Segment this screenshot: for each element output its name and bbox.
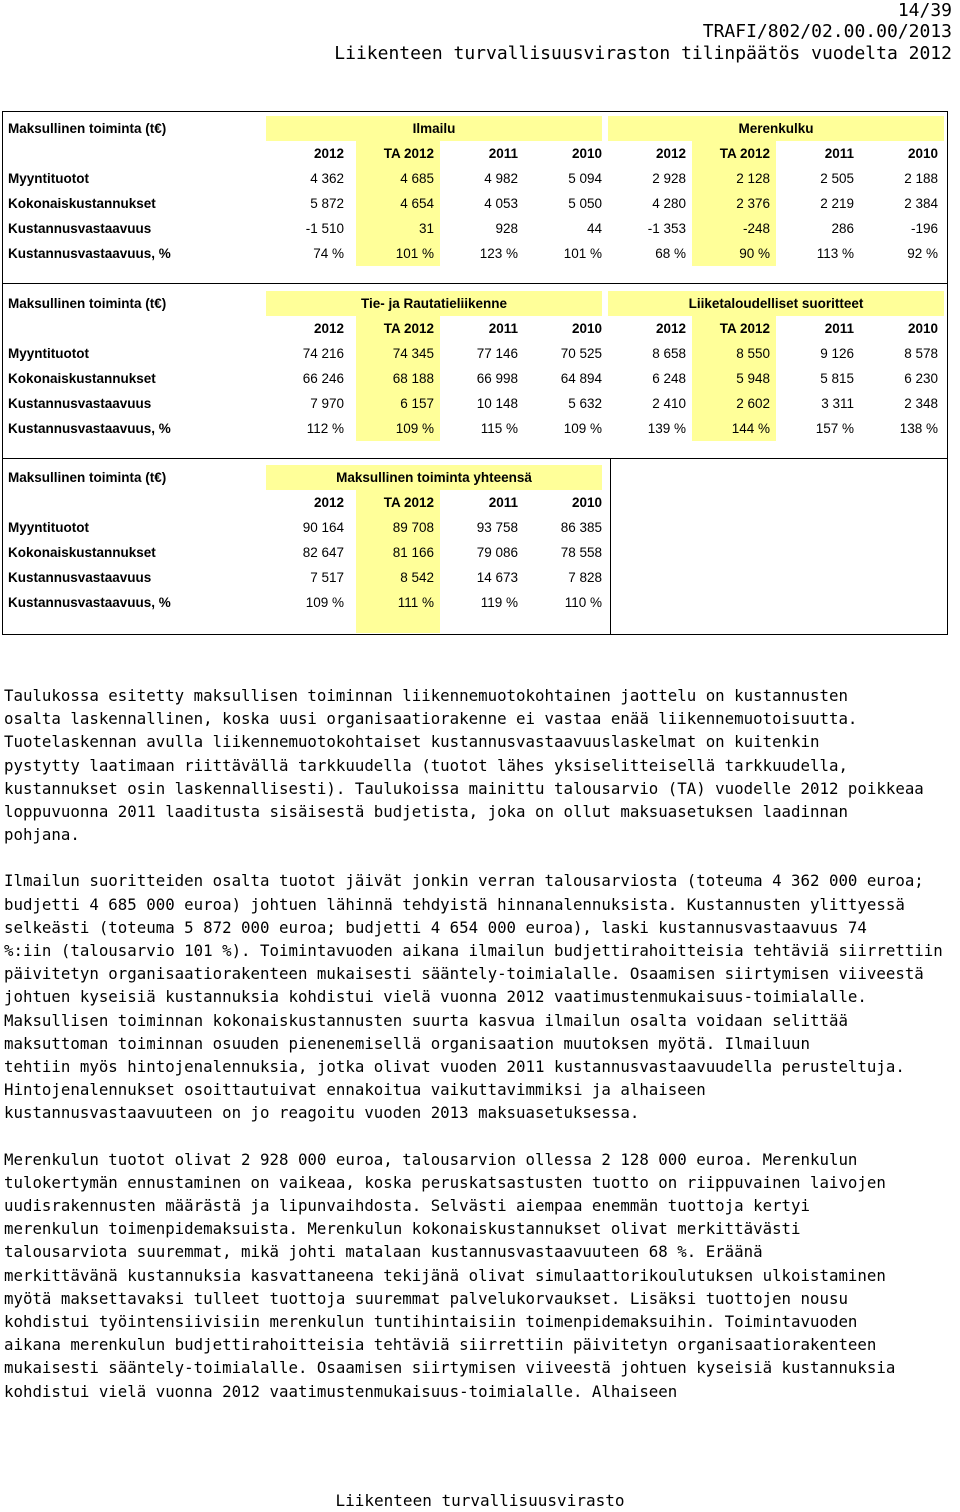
year-header: TA 2012 (383, 146, 434, 161)
table-cell: 68 188 (392, 371, 434, 386)
text-line: merkittävänä kustannuksia kasvattaneena tekijänä olivat simulaattorikoulutuksen ulkoistaminen (4, 1265, 886, 1285)
table-cell: 8 658 (652, 346, 686, 361)
table-cell: 3 311 (821, 396, 854, 411)
text-line: budjetti 4 685 000 euroa) johtuen lähinnä tehdyistä hinnanalennuksista. Kustannusten ylittyessä (4, 894, 905, 914)
table-cell: 7 517 (310, 570, 344, 585)
table-cell: 77 146 (476, 346, 518, 361)
table-cell: 92 % (907, 246, 938, 261)
table-row (2, 391, 948, 416)
divider (3, 458, 947, 459)
text-line: kohdistui työintensiivisiin merenkulun tuntihintaisiin toimenpidemaksuihin. Toimintavuoden (4, 1312, 858, 1332)
table-cell: 928 (495, 221, 518, 236)
row-label: Kustannusvastaavuus (8, 570, 152, 585)
text-line: kustannusvastaavuuteen on jo reagoitu vuoden 2013 maksuasetuksessa. (4, 1103, 640, 1123)
table-row (2, 166, 948, 191)
table-cell: 109 % (395, 421, 434, 436)
text-line: päivitetyn organisaatiorakenteen mukaisesti sääntely-toimialalle. Osaamisen siirtymisen viiveestä (4, 964, 924, 984)
group-header: Liiketaloudelliset suoritteet (608, 291, 944, 316)
table-row (2, 540, 948, 565)
table-cell: 2 188 (904, 171, 938, 186)
table-cell: 144 % (731, 421, 770, 436)
row-label: Kustannusvastaavuus, % (8, 595, 171, 610)
paragraph (4, 869, 958, 1124)
text-line: loppuvuonna 2011 laaditusta sisäisestä budjetista, joka on ollut maksuasetuksen laadinnan (4, 802, 848, 822)
table-cell: -1 353 (647, 221, 686, 236)
row-label: Kustannusvastaavuus (8, 221, 152, 236)
table-cell: 4 685 (400, 171, 434, 186)
table-cell: 66 998 (476, 371, 518, 386)
group-header: Maksullinen toiminta yhteensä (266, 465, 602, 490)
year-header: TA 2012 (719, 321, 770, 336)
year-header: 2011 (824, 321, 854, 336)
table-cell: 74 216 (302, 346, 344, 361)
year-header: 2011 (488, 146, 518, 161)
table-cell: 7 970 (310, 396, 344, 411)
table-label: Maksullinen toiminta (t€) (8, 121, 167, 136)
table-cell: 111 % (397, 595, 434, 610)
year-header: 2010 (571, 321, 602, 336)
table-cell: 109 % (563, 421, 602, 436)
table-row (2, 416, 948, 441)
text-line: Taulukossa esitetty maksullisen toiminnan liikennemuotokohtainen jaottelu on kustannusten (4, 686, 848, 705)
table-cell: 86 385 (560, 520, 602, 535)
row-label: Kokonaiskustannukset (8, 196, 156, 211)
text-line: tehtiin myös hintojenalennuksia, jotka olivat vuoden 2011 kustannusvastaavuudella perusteltuja. (4, 1057, 905, 1077)
group-header: Merenkulku (608, 116, 944, 141)
table-cell: 2 928 (652, 171, 686, 186)
text-line: kohdistui vielä vuonna 2012 vaatimustenmukaisuus-toimialalle. Alhaiseen (4, 1381, 678, 1401)
table-cell: 4 654 (400, 196, 434, 211)
table-cell: 5 948 (736, 371, 770, 386)
table-row (2, 241, 948, 266)
table-cell: 4 280 (652, 196, 686, 211)
table-cell: 8 542 (400, 570, 434, 585)
table-cell: 4 362 (310, 171, 344, 186)
table-cell: 82 647 (302, 545, 344, 560)
text-line: Maksullisen toiminnan kokonaiskustannusten suurta kasvua ilmailun osalta voidaan selittää (4, 1010, 848, 1030)
group-header: Tie- ja Rautatieliikenne (266, 291, 602, 316)
row-label: Kustannusvastaavuus, % (8, 246, 171, 261)
row-label: Myyntituotot (8, 346, 89, 361)
group-header: Ilmailu (266, 116, 602, 141)
text-line: aikana merenkulun budjettirahoitteisia tehtäviä siirrettiin päivitetyn organisaatiorakenteen (4, 1335, 877, 1355)
table-cell: 7 828 (568, 570, 602, 585)
year-header: 2010 (571, 495, 602, 510)
year-header: 2010 (907, 321, 938, 336)
row-label: Kustannusvastaavuus, % (8, 421, 171, 436)
table-cell: 8 578 (904, 346, 938, 361)
document-title: Liikenteen turvallisuusviraston tilinpäätös vuodelta 2012 (334, 43, 952, 64)
table-cell: 2 602 (736, 396, 770, 411)
table-cell: 9 126 (820, 346, 854, 361)
text-line: Ilmailun suoritteiden osalta tuotot jäivät jonkin verran talousarviosta (toteuma 4 362 000 euroa; (4, 871, 924, 891)
table-year-row (2, 316, 948, 341)
year-header: 2011 (488, 321, 518, 336)
table-cell: 79 086 (476, 545, 518, 560)
table-cell: 109 % (305, 595, 344, 610)
table-cell: 44 (586, 221, 602, 236)
table-cell: 112 % (306, 421, 344, 436)
text-line: Tuotelaskennan avulla liikennemuotokohtaiset kustannusvastaavuuslaskelmat on kuitenkin (4, 732, 820, 752)
row-label: Kustannusvastaavuus (8, 396, 152, 411)
table-cell: 2 348 (904, 396, 938, 411)
table-cell: 2 505 (820, 171, 854, 186)
table-cell: 5 872 (310, 196, 344, 211)
table-cell: 286 (831, 221, 854, 236)
table-cell: 113 % (816, 246, 854, 261)
table-cell: 4 982 (484, 171, 518, 186)
year-header: 2010 (907, 146, 938, 161)
document-id: TRAFI/802/02.00.00/2013 (702, 21, 952, 42)
text-line: osalta laskennallinen, koska uusi organisaatiorakenne ei vastaa enää liikennemuotoisuutta. (4, 709, 858, 729)
table-group-header-row (2, 291, 948, 316)
table-row (2, 366, 948, 391)
table-row (2, 216, 948, 241)
table-cell: 68 % (655, 246, 686, 261)
table-year-row (2, 141, 948, 166)
table-row (2, 590, 948, 615)
text-line: Hintojenalennukset osoittautuivat ennakoitua vaikuttavimmiksi ja alhaiseen (4, 1080, 706, 1100)
text-line: talousarviota suuremmat, mikä johti matalaan kustannusvastaavuuteen 68 %. Eräänä (4, 1242, 763, 1262)
text-line: uudisrakennusten määrästä ja lipunvaihdosta. Selvästi aiempaa enemmän tuottoja kertyi (4, 1196, 810, 1216)
row-label: Myyntituotot (8, 171, 89, 186)
table-cell: 115 % (480, 421, 518, 436)
table-cell: 2 128 (736, 171, 770, 186)
table-cell: 8 550 (736, 346, 770, 361)
table-year-row (2, 490, 948, 515)
year-header: 2012 (655, 146, 686, 161)
table-row (2, 191, 948, 216)
table-cell: 6 230 (904, 371, 938, 386)
table-cell: 74 % (313, 246, 344, 261)
table-cell: 101 % (563, 246, 602, 261)
page-number: 14/39 (897, 0, 952, 21)
year-header: 2012 (655, 321, 686, 336)
divider (3, 283, 947, 284)
table-cell: 93 758 (476, 520, 518, 535)
text-line: tulokertymän ennustaminen on vaikeaa, koska peruskatsastusten tuotto on riippuvainen laivojen (4, 1172, 886, 1192)
body-text (4, 684, 958, 1403)
paragraph (4, 684, 958, 846)
text-line: pystytty laatimaan riittävällä tarkkuudella (tuotot lähes yksiselitteisellä tarkkuudella, (4, 755, 848, 775)
text-line: pohjana. (4, 825, 80, 845)
table-label: Maksullinen toiminta (t€) (8, 470, 167, 485)
year-header: 2012 (313, 495, 344, 510)
table-cell: 4 053 (484, 196, 518, 211)
page-footer: Liikenteen turvallisuusvirasto (335, 1491, 625, 1510)
text-line: %:iin (talousarvio 101 %). Toimintavuoden aikana ilmailun budjettirahoitteisia tehtäviä siirrettiin (4, 941, 943, 961)
text-line: maksuttoman toiminnan osuuden pienenemisellä organisaation muutoksen myötä. Ilmailuun (4, 1033, 810, 1053)
table-cell: 81 166 (392, 545, 434, 560)
table-row (2, 515, 948, 540)
table-cell: 70 525 (560, 346, 602, 361)
year-header: 2011 (824, 146, 854, 161)
row-label: Kokonaiskustannukset (8, 545, 156, 560)
table-cell: 2 384 (904, 196, 938, 211)
table-cell: 139 % (647, 421, 686, 436)
table-cell: 101 % (395, 246, 434, 261)
table-cell: 138 % (899, 421, 938, 436)
row-label: Kokonaiskustannukset (8, 371, 156, 386)
year-header: 2010 (571, 146, 602, 161)
text-line: Merenkulun tuotot olivat 2 928 000 euroa, talousarvion ollessa 2 128 000 euroa. Merenkulun (4, 1149, 858, 1169)
year-header: 2012 (313, 146, 344, 161)
table-cell: 5 632 (568, 396, 602, 411)
table-cell: 64 894 (560, 371, 602, 386)
table-cell: 110 % (564, 595, 602, 610)
table-cell: 14 673 (476, 570, 518, 585)
table-cell: 157 % (815, 421, 854, 436)
table-cell: 10 148 (476, 396, 518, 411)
table-cell: 5 050 (568, 196, 602, 211)
table-group-header-row (2, 116, 948, 141)
table-cell: 2 410 (652, 396, 686, 411)
year-header: 2011 (488, 495, 518, 510)
table-cell: 5 815 (820, 371, 854, 386)
text-line: merenkulun toimenpidemaksuista. Merenkulun kokonaiskustannukset olivat merkittävästi (4, 1219, 801, 1239)
table-cell: -196 (910, 221, 938, 236)
table-cell: 2 376 (736, 196, 770, 211)
table-cell: 74 345 (392, 346, 434, 361)
table-cell: 90 % (739, 246, 770, 261)
year-header: TA 2012 (383, 321, 434, 336)
table-cell: 66 246 (302, 371, 344, 386)
table-cell: 89 708 (392, 520, 434, 535)
text-line: mukaisesti sääntely-toimialalle. Osaamisen siirtymisen viiveestä johtuen kyseisiä kustannuksia (4, 1358, 896, 1378)
table-cell: 31 (418, 221, 434, 236)
table-group-header-row (2, 465, 948, 490)
text-line: kustannukset osin laskennallisesti). Taulukoissa mainittu talousarvio (TA) vuodelle 2012 poikkeaa (4, 778, 924, 798)
table-cell: 6 157 (400, 396, 434, 411)
year-header: 2012 (313, 321, 344, 336)
row-label: Myyntituotot (8, 520, 89, 535)
table-cell: 123 % (479, 246, 518, 261)
table-row (2, 565, 948, 590)
paragraph (4, 1148, 958, 1403)
text-line: selkeästi (toteuma 5 872 000 euroa; budjetti 4 654 000 euroa), laski kustannusvastaavuus 74 (4, 917, 867, 937)
text-line: johtuen kyseisiä kustannuksia kohdistui vielä vuonna 2012 vaatimustenmukaisuus-toimialalle. (4, 987, 867, 1007)
year-header: TA 2012 (383, 495, 434, 510)
table-cell: 2 219 (820, 196, 854, 211)
table-cell: 6 248 (652, 371, 686, 386)
table-cell: 5 094 (568, 171, 602, 186)
table-label: Maksullinen toiminta (t€) (8, 296, 167, 311)
table-row (2, 341, 948, 366)
table-cell: 78 558 (560, 545, 602, 560)
text-line: myötä maksettavaksi tulleet tuottoja suuremmat palvelukorvaukset. Lisäksi tuottojen nousu (4, 1288, 848, 1308)
table-cell: 119 % (480, 595, 518, 610)
table-cell: -1 510 (305, 221, 344, 236)
table-cell: -248 (742, 221, 770, 236)
table-cell: 90 164 (302, 520, 344, 535)
year-header: TA 2012 (719, 146, 770, 161)
